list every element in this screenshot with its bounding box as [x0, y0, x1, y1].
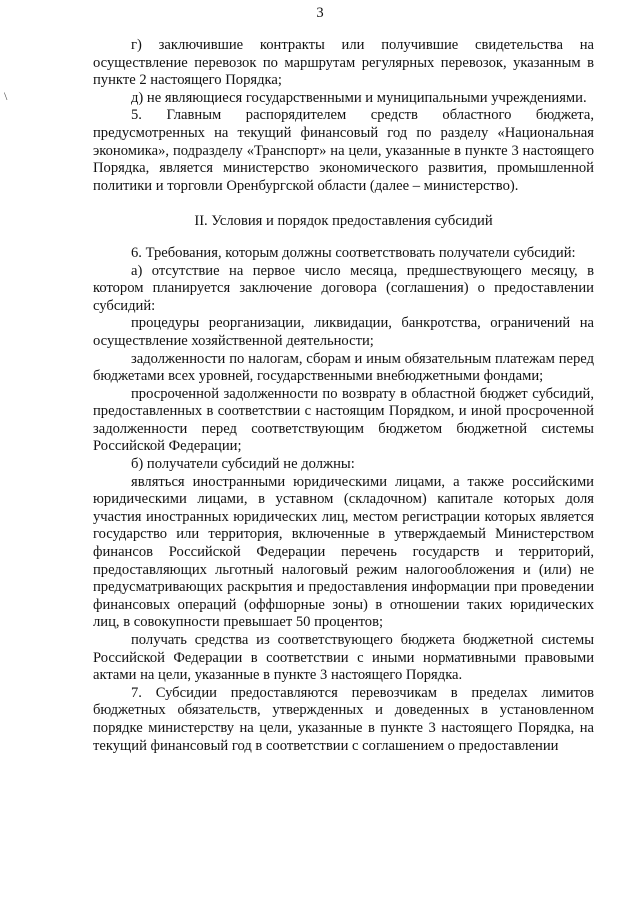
paragraph-overdue-debt: просроченной задолженности по возврату в областной бюджет субсидий, предоставленных в соответствии с настоящим Порядком, и иной просроченной задолженности перед соответствующим бюджетом бюджетной системы Российской Федерации; — [93, 385, 594, 455]
paragraph-6a: а) отсутствие на первое число месяца, предшествующего месяцу, в котором планируется заключение договора (соглашения) о предоставлении субсидий: — [93, 262, 594, 314]
paragraph-reorganization: процедуры реорганизации, ликвидации, банкротства, ограничений на осуществление хозяйственной деятельности; — [93, 315, 594, 349]
document-body — [93, 37, 594, 755]
paragraph-other-funds: получать средства из соответствующего бюджета бюджетной системы Российской Федерации в соответствии с иными нормативными правовыми актами на цели, указанные в пункте 3 настоящего Порядка. — [93, 632, 594, 684]
section-heading: II. Условия и порядок предоставления субсидий — [194, 213, 493, 230]
paragraph-d: д) не являющиеся государственными и муниципальными учреждениями. — [131, 89, 587, 106]
paragraph-6: 6. Требования, которым должны соответствовать получатели субсидий: — [131, 244, 576, 261]
paragraph-5: 5. Главным распорядителем средств областного бюджета, предусмотренных на текущий финансовый год по разделу «Национальная экономика», подразделу «Транспорт» на цели, указанные в пункте 3 настоящего Порядка, является министерство экономического развития, промышленной политики и торговли Оренбургской области (далее – министерство). — [93, 107, 594, 194]
margin-mark: \ — [4, 89, 8, 103]
paragraph-6b: б) получатели субсидий не должны: — [131, 456, 355, 473]
paragraph-foreign-entities: являться иностранными юридическими лицами, а также российскими юридическими лицами, в уставном (складочном) капитале которых доля участия иностранных юридических лиц, местом регистрации которых является государство или территория, включенные в утверждаемый Министерством финансов Российской Федерации перечень государств и территорий, предоставляющих льготный налоговый режим налогообложения и (или) не предусматривающих раскрытия и предоставления информации при проведении финансовых операций (оффшорные зоны) в отношении таких юридических лиц, в совокупности превышает 50 процентов; — [93, 473, 594, 631]
paragraph-g: г) заключившие контракты или получившие свидетельства на осуществление перевозок по маршрутам регулярных перевозок, указанным в пункте 2 настоящего Порядка; — [93, 37, 594, 89]
page-number: 3 — [316, 5, 324, 21]
paragraph-7: 7. Субсидии предоставляются перевозчикам в пределах лимитов бюджетных обязательств, утвержденных и доведенных в установленном порядке министерству на цели, указанные в пункте 3 настоящего Порядка, на текущий финансовый год в соответствии с соглашением о предоставлении — [93, 684, 594, 754]
paragraph-tax-debt: задолженности по налогам, сборам и иным обязательным платежам перед бюджетами всех уровней, государственными внебюджетными фондами; — [93, 350, 594, 385]
